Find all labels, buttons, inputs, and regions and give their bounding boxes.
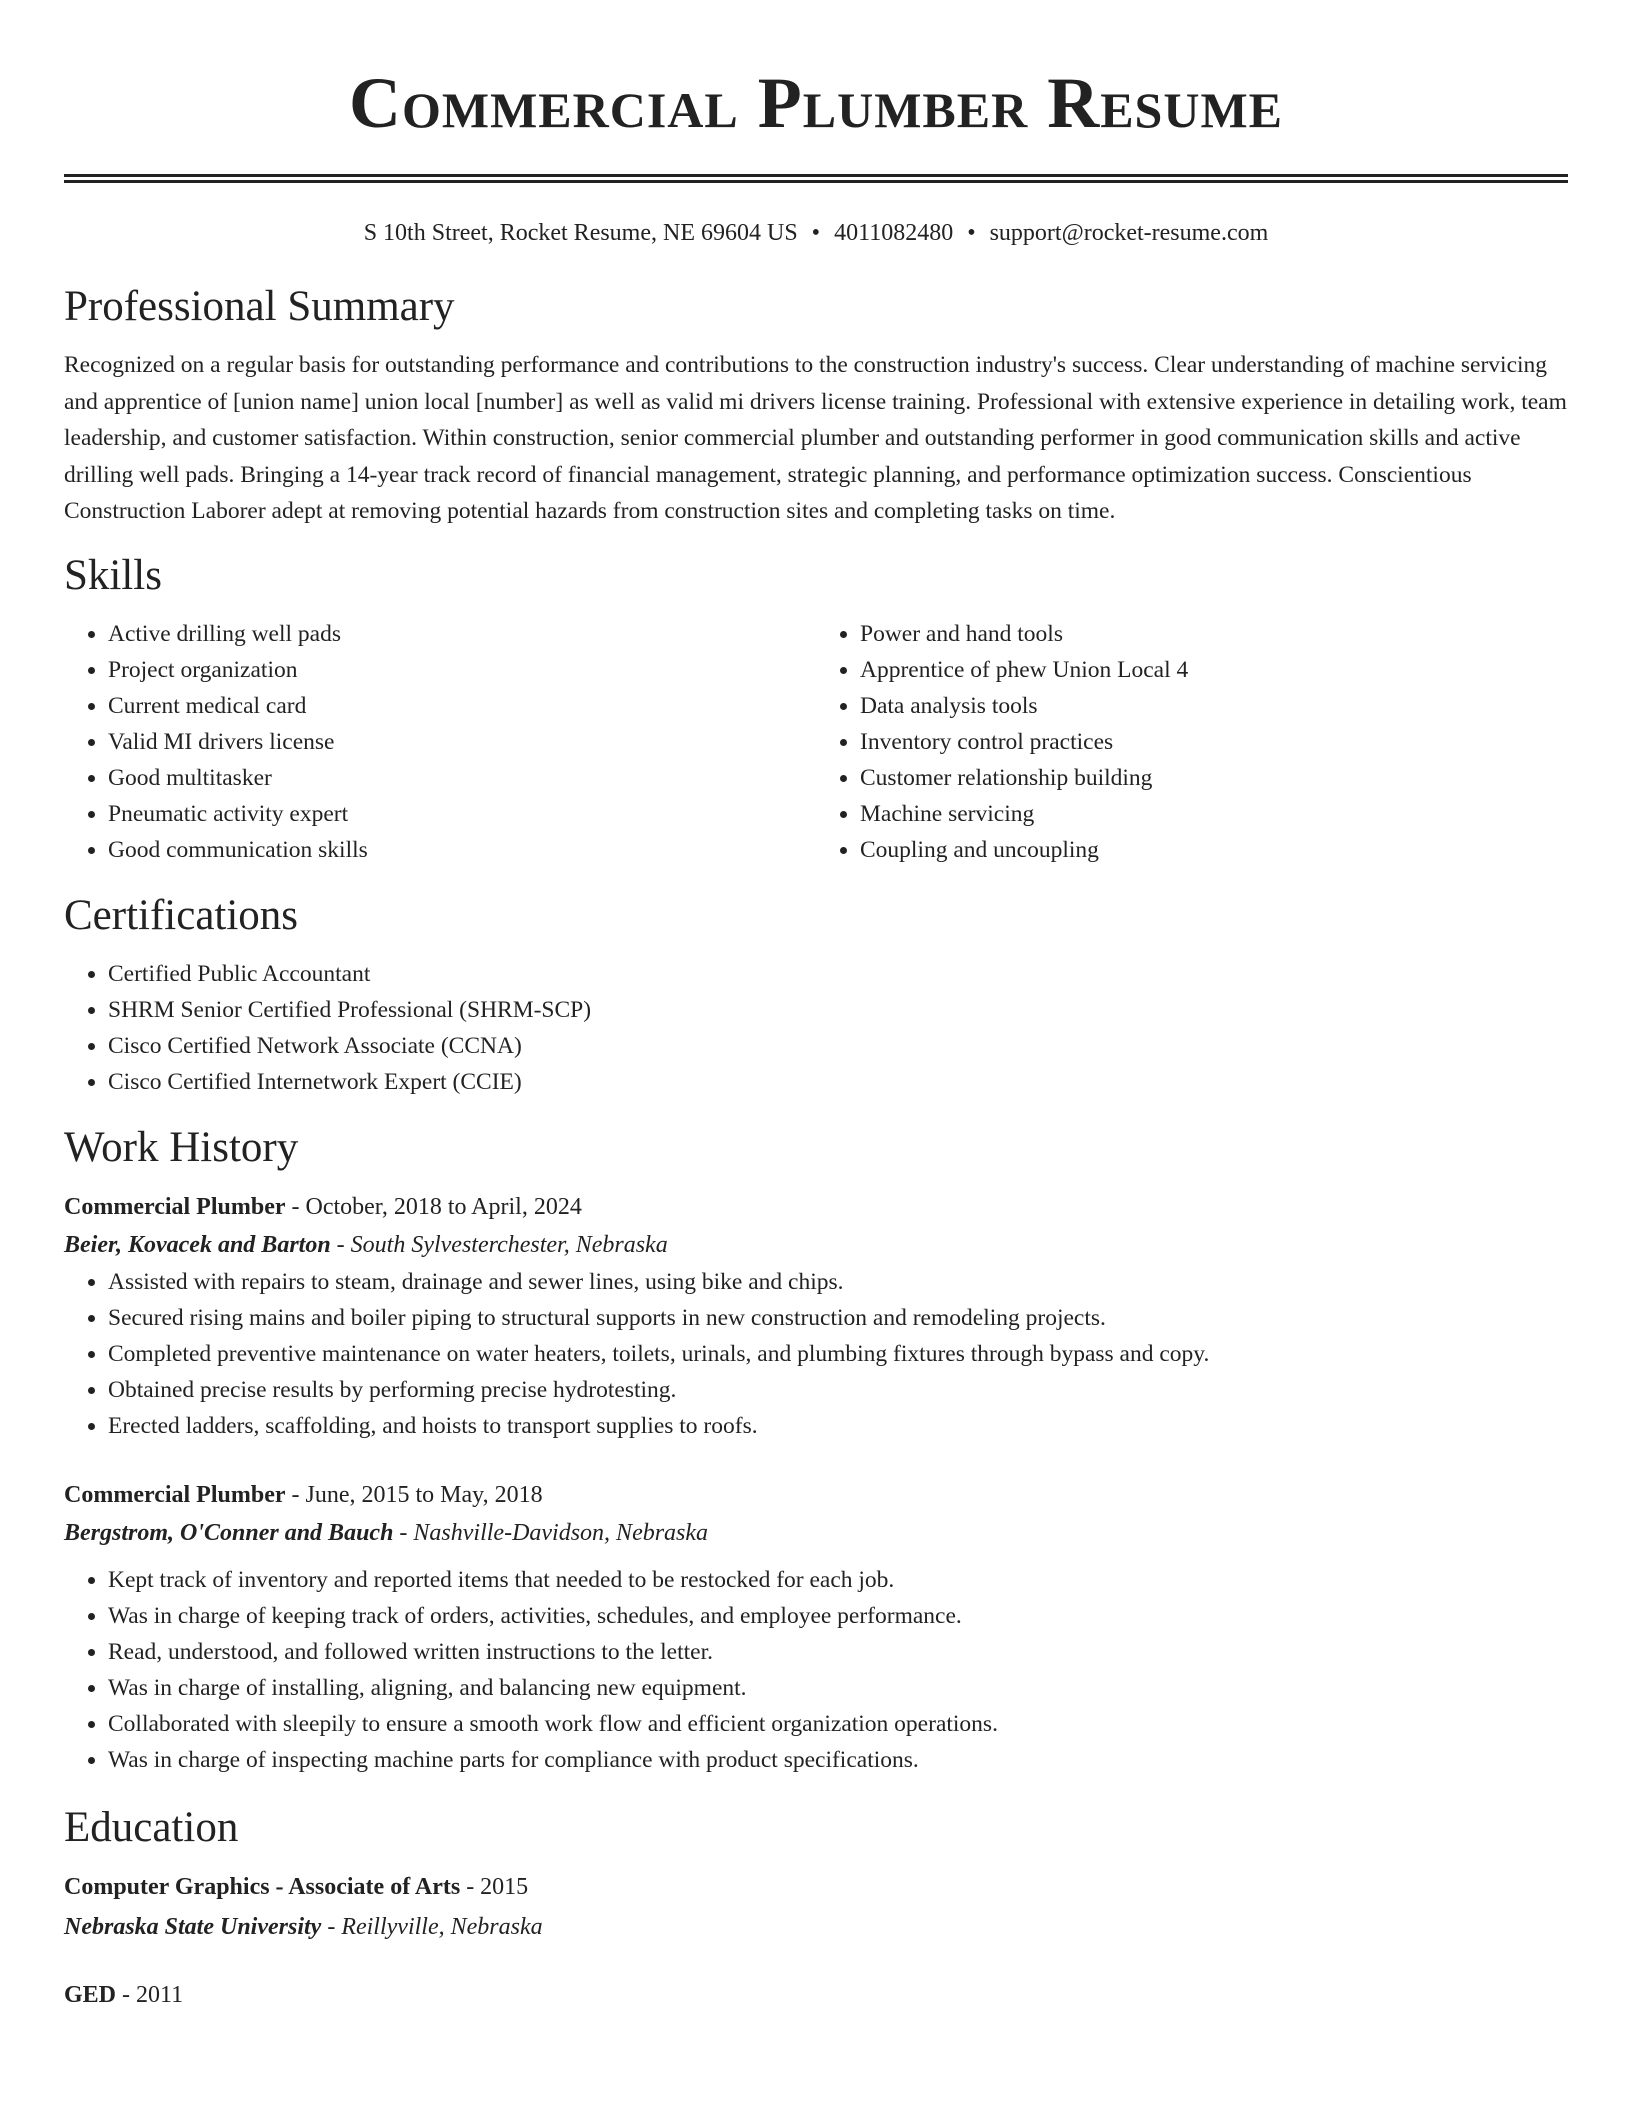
- job-dates: - October, 2018 to April, 2024: [285, 1193, 582, 1220]
- education-year: - 2011: [116, 1981, 184, 2008]
- skill-item: • Coupling and uncoupling: [860, 832, 1568, 868]
- skill-item: • Project organization: [108, 652, 816, 688]
- contact-phone: 4011082480: [834, 220, 954, 246]
- education-entry: [64, 1868, 1568, 1946]
- job-header: [64, 1188, 1568, 1226]
- education-location: - Reillyville, Nebraska: [321, 1913, 543, 1940]
- certifications-heading: Certifications: [64, 891, 299, 939]
- title-divider: [64, 174, 1568, 183]
- job-location: - South Sylvesterchester, Nebraska: [330, 1231, 668, 1258]
- job-duty: • Erected ladders, scaffolding, and hoists to transport supplies to roofs.: [108, 1408, 1568, 1444]
- certification-item: • Cisco Certified Network Associate (CCNA): [108, 1028, 1568, 1064]
- job-title: Commercial Plumber: [64, 1193, 286, 1220]
- education-year: - 2015: [460, 1873, 529, 1900]
- contact-separator: •: [967, 220, 976, 246]
- education-heading: Education: [64, 1803, 239, 1851]
- job-entry: [64, 1188, 1568, 1444]
- job-company: Beier, Kovacek and Barton: [64, 1231, 331, 1258]
- skills-heading: Skills: [64, 551, 162, 599]
- contact-email: support@rocket-resume.com: [989, 220, 1269, 246]
- job-dates: - June, 2015 to May, 2018: [285, 1481, 543, 1508]
- resume-title: Commercial Plumber Resume: [349, 63, 1283, 143]
- contact-line: [64, 217, 1568, 249]
- job-duty: • Read, understood, and followed written instructions to the letter.: [108, 1634, 1568, 1670]
- skill-item: • Machine servicing: [860, 796, 1568, 832]
- education-school: Nebraska State University: [64, 1913, 322, 1940]
- skills-list-left: [64, 616, 816, 868]
- skill-item: • Inventory control practices: [860, 724, 1568, 760]
- job-duty: • Was in charge of keeping track of orders, activities, schedules, and employee performance.: [108, 1598, 1568, 1634]
- job-title: Commercial Plumber: [64, 1481, 286, 1508]
- contact-separator: •: [811, 220, 821, 246]
- skill-item: • Current medical card: [108, 688, 816, 724]
- job-duty: • Completed preventive maintenance on water heaters, toilets, urinals, and plumbing fixtures through bypass and copy.: [108, 1336, 1568, 1372]
- work-history-heading: Work History: [64, 1123, 299, 1171]
- education-header: [64, 1976, 1568, 2014]
- certifications-list: [64, 956, 1568, 1100]
- education-degree: Computer Graphics - Associate of Arts: [64, 1873, 461, 1900]
- certification-item: • Certified Public Accountant: [108, 956, 1568, 992]
- contact-address: S 10th Street, Rocket Resume, NE 69604 US: [363, 220, 798, 246]
- job-duty: • Was in charge of installing, aligning, and balancing new equipment.: [108, 1670, 1568, 1706]
- job-duty: • Secured rising mains and boiler piping to structural supports in new construction and remodeling projects.: [108, 1300, 1568, 1336]
- skill-item: • Good communication skills: [108, 832, 816, 868]
- job-entry: [64, 1476, 1568, 1778]
- skill-item: • Pneumatic activity expert: [108, 796, 816, 832]
- job-location: - Nashville-Davidson, Nebraska: [393, 1519, 709, 1546]
- skill-item: • Apprentice of phew Union Local 4: [860, 652, 1568, 688]
- job-duty: • Obtained precise results by performing precise hydrotesting.: [108, 1372, 1568, 1408]
- job-duty: • Was in charge of inspecting machine parts for compliance with product specifications.: [108, 1742, 1568, 1778]
- job-duties: [64, 1562, 1568, 1778]
- skills-list-right: [816, 616, 1568, 868]
- certification-item: • Cisco Certified Internetwork Expert (CCIE): [108, 1064, 1568, 1100]
- skill-item: • Customer relationship building: [860, 760, 1568, 796]
- job-duty: • Assisted with repairs to steam, drainage and sewer lines, using bike and chips.: [108, 1264, 1568, 1300]
- job-duty: • Collaborated with sleepily to ensure a smooth work flow and efficient organization operations.: [108, 1706, 1568, 1742]
- job-employer: [64, 1226, 1568, 1264]
- skill-item: • Data analysis tools: [860, 688, 1568, 724]
- education-entry: [64, 1976, 1568, 2014]
- skill-item: • Power and hand tools: [860, 616, 1568, 652]
- skill-item: • Good multitasker: [108, 760, 816, 796]
- summary-text: Recognized on a regular basis for outstanding performance and contributions to the construction industry's success. Clear understanding of machine servicing and apprentice of [union name] union local [number] as well as valid mi drivers license training. Professional with extensive experience in detailing work, team leadership, and customer satisfaction. Within construction, senior commercial plumber and outstanding performer in good communication skills and active drilling well pads. Bringing a 14-year track record of financial management, strategic planning, and performance optimization success. Conscientious Construction Laborer adept at removing potential hazards from construction sites and completing tasks on time.: [64, 352, 1567, 524]
- education-school-line: [64, 1908, 1568, 1946]
- certification-item: • SHRM Senior Certified Professional (SHRM-SCP): [108, 992, 1568, 1028]
- skill-item: • Active drilling well pads: [108, 616, 816, 652]
- skills-columns: [64, 616, 1568, 868]
- skill-item: • Valid MI drivers license: [108, 724, 816, 760]
- education-degree: GED: [64, 1981, 117, 2008]
- education-header: [64, 1868, 1568, 1906]
- job-company: Bergstrom, O'Conner and Bauch: [64, 1519, 394, 1546]
- job-duty: • Kept track of inventory and reported items that needed to be restocked for each job.: [108, 1562, 1568, 1598]
- job-header: [64, 1476, 1568, 1514]
- job-employer: [64, 1514, 1568, 1552]
- summary-heading: Professional Summary: [64, 283, 455, 330]
- job-duties: [64, 1264, 1568, 1444]
